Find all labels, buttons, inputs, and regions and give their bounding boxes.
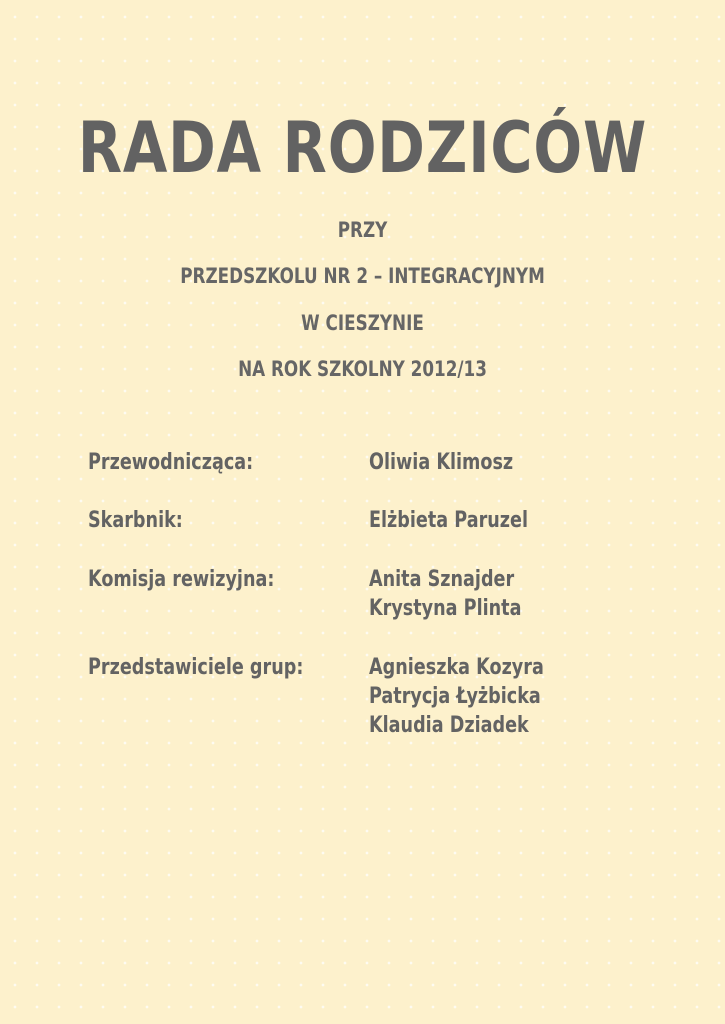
role-label: Przewodnicząca: bbox=[88, 450, 254, 475]
member-name: Krystyna Plinta bbox=[369, 596, 522, 621]
member-name: Patrycja Łyżbicka bbox=[369, 684, 541, 709]
subtitle-line-2: PRZEDSZKOLU NR 2 – INTEGRACYJNYM bbox=[180, 264, 545, 288]
member-name: Elżbieta Paruzel bbox=[369, 508, 529, 533]
member-name: Oliwia Klimosz bbox=[369, 450, 514, 475]
document-title: RADA RODZICÓW bbox=[77, 107, 648, 189]
subtitle-line-4: NA ROK SZKOLNY 2012/13 bbox=[238, 357, 487, 381]
member-name: Agnieszka Kozyra bbox=[369, 655, 544, 680]
member-names bbox=[369, 506, 528, 535]
subtitle-line-3: W CIESZYNIE bbox=[301, 311, 424, 335]
subtitle-line-1: PRZY bbox=[337, 218, 388, 242]
member-name: Klaudia Dziadek bbox=[369, 713, 529, 738]
role-label: Komisja rewizyjna: bbox=[88, 567, 275, 592]
role-label: Przedstawiciele grup: bbox=[88, 655, 304, 680]
member-names bbox=[369, 653, 544, 740]
member-names bbox=[369, 565, 521, 623]
member-names bbox=[369, 448, 513, 477]
role-label: Skarbnik: bbox=[88, 508, 183, 533]
member-name: Anita Sznajder bbox=[369, 567, 515, 592]
